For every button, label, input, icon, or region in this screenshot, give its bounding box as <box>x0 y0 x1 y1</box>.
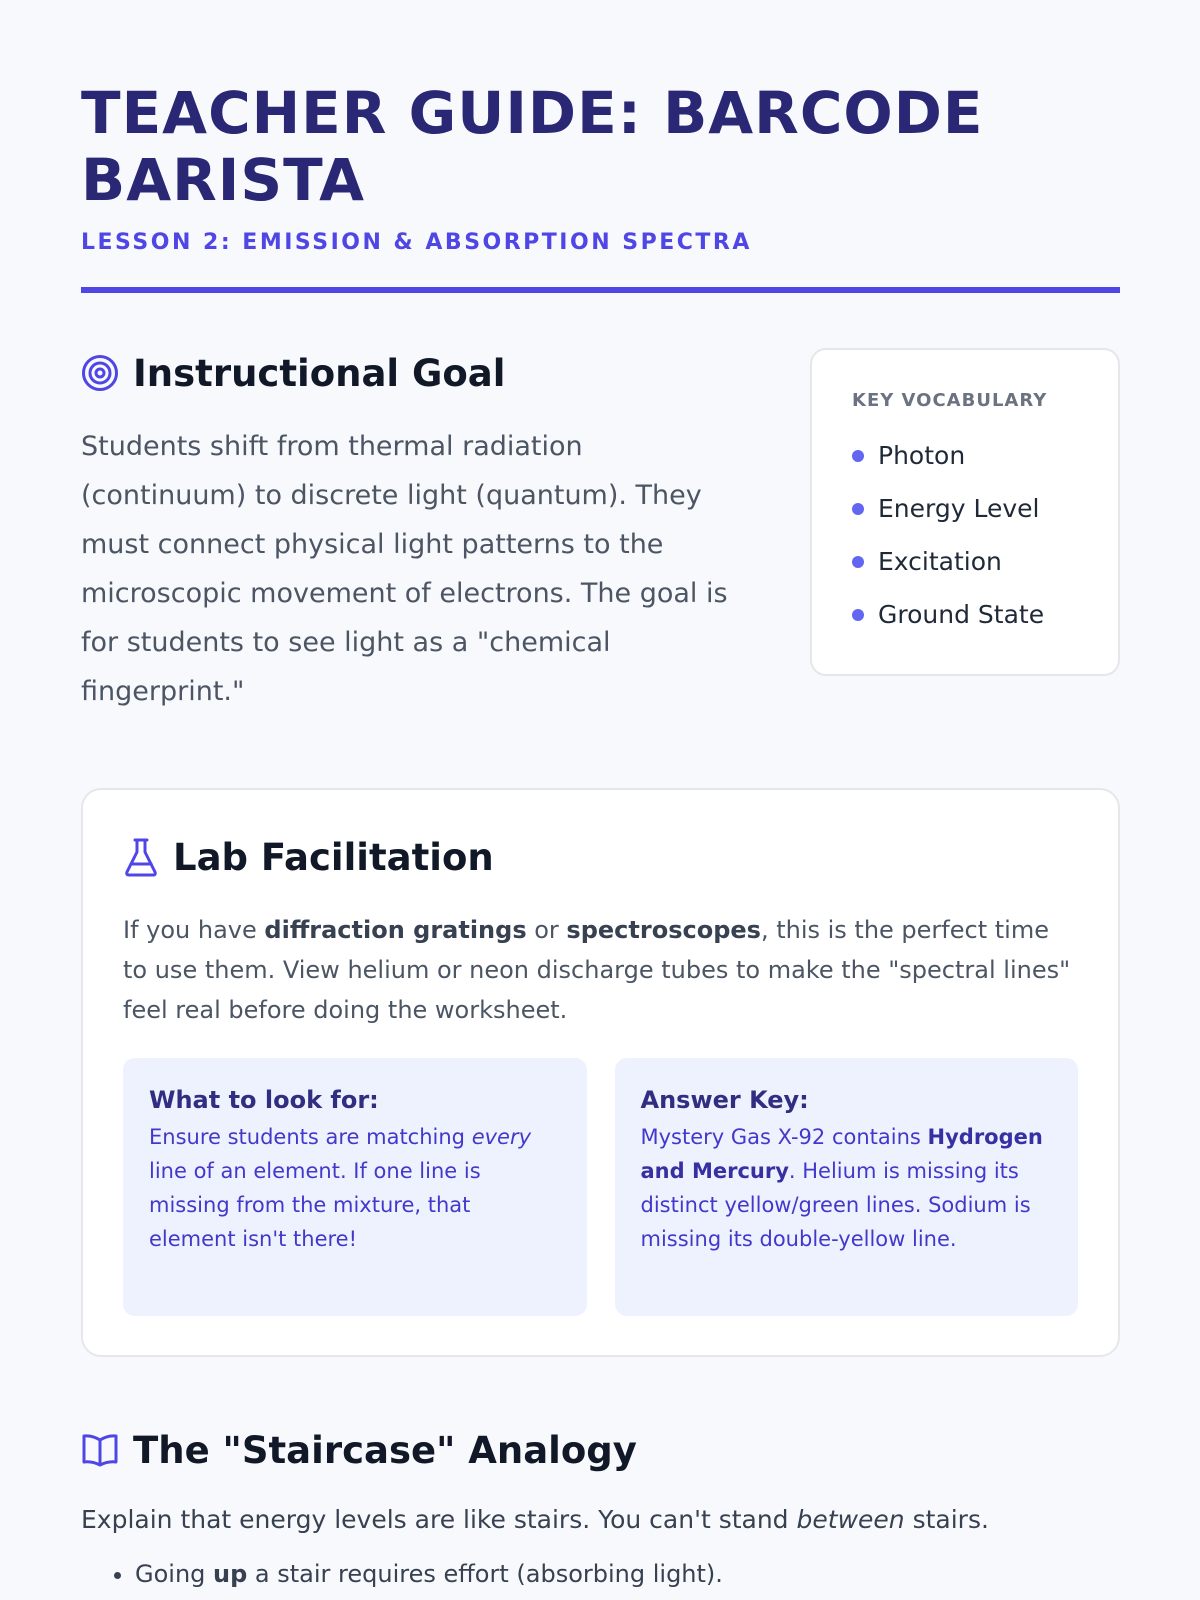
target-icon <box>81 354 119 392</box>
what-to-look-for-text: Ensure students are matching every line of an element. If one line is missing from the mixture, that element isn't there! <box>149 1125 532 1251</box>
staircase-analogy-text: Explain that energy levels are like stairs. You can't stand between stairs. <box>81 1505 989 1534</box>
key-vocabulary-heading: KEY VOCABULARY <box>852 390 1048 411</box>
vocab-item-label: Excitation <box>878 547 1002 576</box>
book-icon <box>81 1433 119 1467</box>
list-item: • Going up a stair requires effort (absorbing light). <box>135 1556 1120 1592</box>
emphasis-diffraction-gratings: diffraction gratings <box>264 916 527 944</box>
answer-key-box <box>615 1058 1079 1316</box>
staircase-analogy-heading <box>81 1424 1120 1476</box>
staircase-analogy-section <box>81 1424 1120 1592</box>
staircase-analogy-list <box>81 1556 1120 1592</box>
answer-key-text: Mystery Gas X-92 contains Hydrogen and Mercury. Helium is missing its distinct yellow/green lines. Sodium is missing its double-yellow line. <box>640 1125 1043 1251</box>
instructional-goal-heading <box>81 348 741 398</box>
lab-facilitation-heading-text: Lab Facilitation <box>173 835 494 879</box>
staircase-analogy-heading-text: The "Staircase" Analogy <box>133 1428 637 1472</box>
bullet-dot-icon <box>852 450 864 462</box>
instructional-goal-heading-text: Instructional Goal <box>133 351 506 395</box>
page-subtitle: LESSON 2: EMISSION & ABSORPTION SPECTRA <box>81 230 752 255</box>
key-vocabulary-card <box>810 348 1120 676</box>
answer-key-title: Answer Key: <box>640 1086 809 1114</box>
lab-facilitation-card <box>81 788 1120 1357</box>
vocab-item <box>852 588 1078 641</box>
lab-facilitation-text: If you have diffraction gratings or spectroscopes, this is the perfect time to use them. View helium or neon discharge tubes to make the "spectral lines" feel real before doing the worksheet. <box>123 916 1071 1024</box>
title-divider <box>81 287 1120 293</box>
what-to-look-for-box <box>123 1058 587 1316</box>
vocab-item-label: Photon <box>878 441 966 470</box>
lab-callouts <box>123 1058 1078 1316</box>
bullet-dot-icon <box>852 556 864 568</box>
key-vocabulary-list <box>852 429 1078 641</box>
page-title: TEACHER GUIDE: BARCODE BARISTA <box>81 79 984 214</box>
vocab-item-label: Energy Level <box>878 494 1040 523</box>
bullet-dot-icon <box>852 609 864 621</box>
instructional-goal-section <box>81 348 741 716</box>
lab-facilitation-heading <box>123 830 1078 884</box>
flask-icon <box>123 837 159 877</box>
instructional-goal-text: Students shift from thermal radiation (continuum) to discrete light (quantum). They must connect physical light patterns to the microscopic movement of electrons. The goal is for students to see light as a "chemical fingerprint." <box>81 431 728 707</box>
vocab-item <box>852 429 1078 482</box>
vocab-item <box>852 535 1078 588</box>
vocab-item <box>852 482 1078 535</box>
bullet-dot-icon <box>852 503 864 515</box>
vocab-item-label: Ground State <box>878 600 1045 629</box>
what-to-look-for-title: What to look for: <box>149 1086 379 1114</box>
emphasis-spectroscopes: spectroscopes <box>566 916 761 944</box>
